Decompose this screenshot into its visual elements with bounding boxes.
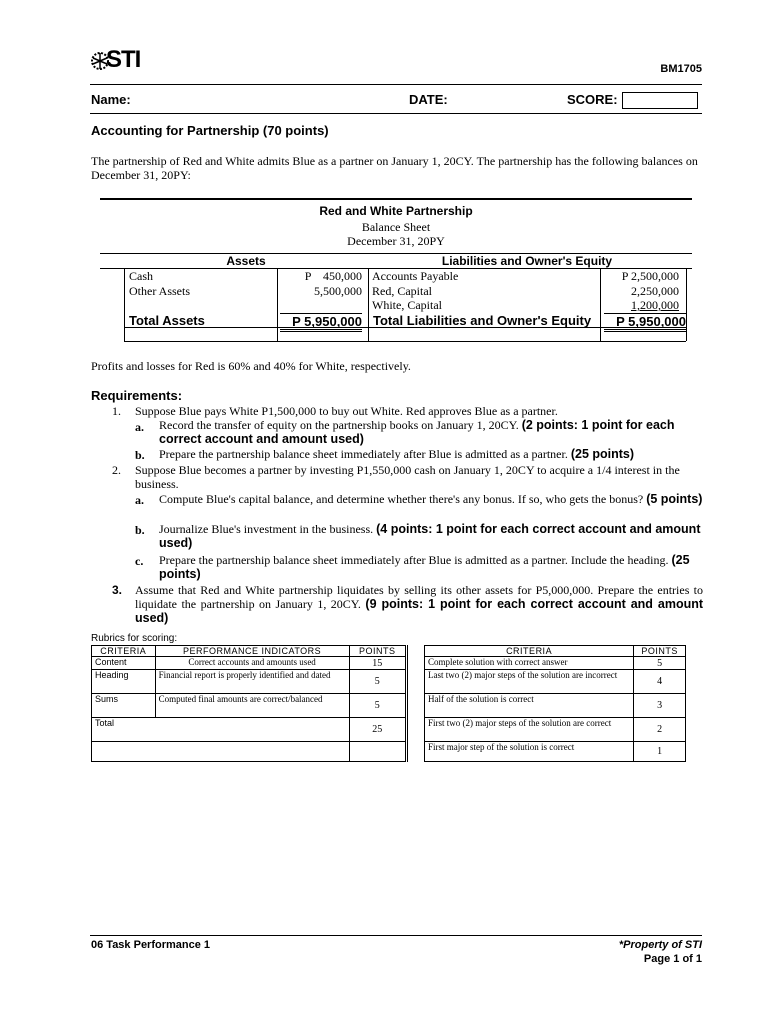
rubric-cell: Content: [92, 657, 156, 670]
rubric-header: POINTS: [634, 646, 686, 657]
rubric-cell: Total: [92, 718, 350, 742]
rubric-points: 25: [349, 718, 405, 742]
rubric-cell: Sums: [92, 694, 156, 718]
rubric-points: 1: [634, 742, 686, 762]
req-2c-points: (25 points): [159, 553, 690, 581]
rubric-points: 5: [349, 670, 405, 694]
req-1a-points: (2 points: 1 point for each correct account and amount used): [159, 418, 675, 446]
bs-vline: [124, 268, 125, 341]
rubric-cell: Half of the solution is correct: [425, 694, 634, 718]
footer-title: 06 Task Performance 1: [91, 939, 211, 951]
req-1: Suppose Blue pays White P1,500,000 to buy out White. Red approves Blue as a partner.: [135, 404, 558, 418]
rubric-cell: Correct accounts and amounts used: [155, 657, 349, 670]
footer-rule: [90, 935, 702, 936]
req-letter: b.: [135, 448, 145, 462]
liabilities-header: Liabilities and Owner's Equity: [441, 254, 613, 268]
balance-sheet-date: December 31, 20PY: [347, 234, 445, 248]
table-row: [92, 718, 406, 742]
liability-label: Red, Capital: [372, 284, 432, 298]
assets-header: Assets: [226, 254, 266, 268]
liability-label: Accounts Payable: [372, 269, 459, 283]
liability-amount: 2,250,000: [631, 284, 679, 298]
req-3: [135, 583, 703, 625]
req-number: 2.: [112, 463, 121, 477]
req-2a-text: Compute Blue's capital balance, and determine whether there's any bonus. If so, who gets the bonus?: [159, 492, 644, 506]
liability-amount: P 2,500,000: [621, 269, 679, 283]
liability-amount: 1,200,000: [631, 298, 679, 312]
rubric-points: 5: [634, 657, 686, 670]
req-number: 1.: [112, 404, 121, 418]
rubric-cell: Financial report is properly identified and dated: [155, 670, 349, 694]
balance-sheet-firm: Red and White Partnership: [319, 204, 473, 218]
req-2c-text: Prepare the partnership balance sheet immediately after Blue is admitted as a partner. Include the heading.: [159, 553, 669, 567]
date-label: DATE:: [409, 92, 448, 107]
score-label: SCORE:: [567, 92, 618, 107]
rubric-cell: Computed final amounts are correct/balanced: [155, 694, 349, 718]
req-1b-points: (25 points): [570, 447, 635, 461]
requirements-heading: Requirements:: [91, 388, 183, 403]
balance-sheet-top-rule: [100, 198, 692, 200]
document-code: BM1705: [660, 63, 702, 75]
bs-rule: [124, 341, 686, 342]
req-letter: b.: [135, 523, 145, 537]
req-3-points: (9 points: 1 point for each correct account and amount used): [135, 597, 704, 625]
table-row: [425, 670, 686, 694]
table-row: [92, 657, 406, 670]
rubric-points: 5: [349, 694, 405, 718]
rubric-spacer: [407, 645, 425, 762]
logo-text: STI: [106, 46, 141, 73]
bs-vline: [368, 268, 369, 341]
liability-label: White, Capital: [372, 298, 442, 312]
rubric-header: CRITERIA: [92, 646, 156, 657]
rubric-cell: Complete solution with correct answer: [425, 657, 634, 670]
req-2c: [159, 553, 703, 581]
total-assets-label: Total Assets: [129, 313, 205, 328]
req-2b: [159, 522, 703, 550]
rubric-caption: Rubrics for scoring:: [91, 633, 178, 644]
bs-vline: [277, 268, 278, 341]
balance-sheet-subtitle: Balance Sheet: [361, 220, 431, 234]
profit-note: Profits and losses for Red is 60% and 40% for White, respectively.: [91, 359, 411, 373]
rubric-table-left: [91, 645, 406, 762]
rubric-points: 3: [634, 694, 686, 718]
page-title: Accounting for Partnership (70 points): [91, 123, 329, 138]
req-3-text: Assume that Red and White partnership liquidates by selling its other assets for P5,000,000. Prepare the entries to liquidate the partnership on January 1, 20CY.: [135, 583, 703, 611]
rubric-header: CRITERIA: [425, 646, 634, 657]
rubric-cell: Last two (2) major steps of the solution are incorrect: [425, 670, 634, 694]
rubric-table-right: [424, 645, 686, 762]
total-liabilities-label: Total Liabilities and Owner's Equity: [373, 313, 592, 328]
name-rule: [90, 113, 702, 114]
rubric-header: POINTS: [349, 646, 405, 657]
req-1a: [159, 418, 703, 446]
footer-page: Page 1 of 1: [643, 953, 702, 965]
total-assets-amount: P 5,950,000: [280, 313, 362, 332]
asset-label: Cash: [129, 269, 153, 283]
bs-vline: [600, 268, 601, 341]
req-letter: a.: [135, 493, 144, 507]
req-2a-points: (5 points): [646, 492, 703, 506]
rubric-points: 4: [634, 670, 686, 694]
table-row: [92, 670, 406, 694]
req-1b: [159, 447, 703, 461]
req-2b-text: Journalize Blue's investment in the business.: [159, 522, 374, 536]
req-number: 3.: [112, 583, 123, 597]
req-letter: c.: [135, 554, 144, 568]
rubric-points: 15: [349, 657, 405, 670]
rubric-cell: First major step of the solution is correct: [425, 742, 634, 762]
table-row: [425, 718, 686, 742]
req-1b-text: Prepare the partnership balance sheet immediately after Blue is admitted as a partner.: [159, 447, 568, 461]
name-label: Name:: [91, 92, 131, 107]
rubric-cell: [349, 742, 405, 762]
header-rule: [90, 84, 702, 85]
bs-vline: [686, 268, 687, 341]
rubric-cell: [92, 742, 350, 762]
asset-amount: P 450,000: [304, 269, 362, 283]
req-2a: [159, 492, 703, 506]
table-row: [425, 694, 686, 718]
asset-label: Other Assets: [129, 284, 190, 298]
intro-paragraph: The partnership of Red and White admits Blue as a partner on January 1, 20CY. The partnership has the following balances on December 31, 20PY:: [91, 154, 698, 182]
rubric-cell: Heading: [92, 670, 156, 694]
table-row: [425, 742, 686, 762]
footer-property: *Property of STI: [618, 939, 702, 951]
rubric-cell: First two (2) major steps of the solution are correct: [425, 718, 634, 742]
req-1a-text: Record the transfer of equity on the partnership books on January 1, 20CY.: [159, 418, 519, 432]
req-letter: a.: [135, 420, 144, 434]
table-row: [92, 742, 406, 762]
score-box[interactable]: [622, 92, 698, 109]
table-row: [92, 694, 406, 718]
table-row: [425, 657, 686, 670]
asset-amount: 5,500,000: [314, 284, 362, 298]
total-liabilities-amount: P 5,950,000: [604, 313, 686, 332]
rubric-header: PERFORMANCE INDICATORS: [155, 646, 349, 657]
req-2: Suppose Blue becomes a partner by investing P1,550,000 cash on January 1, 20CY to acquire a 1/4 interest in the business.: [135, 463, 680, 491]
rubric-points: 2: [634, 718, 686, 742]
req-2b-points: (4 points: 1 point for each correct account and amount used): [159, 522, 701, 550]
